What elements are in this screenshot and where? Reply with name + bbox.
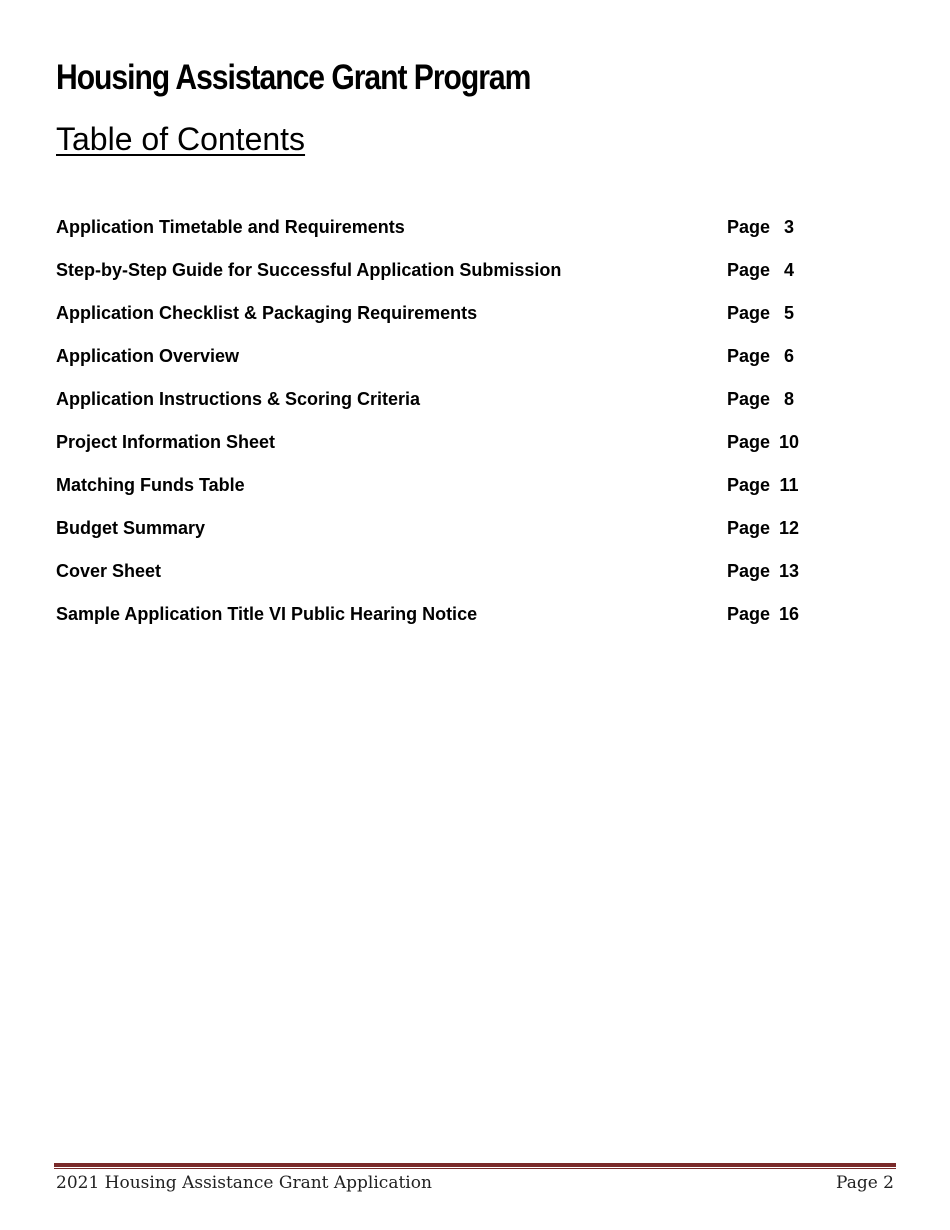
toc-entry-page-number: 5 xyxy=(783,303,794,323)
toc-entry-page-number: 12 xyxy=(778,518,800,538)
document-title: Housing Assistance Grant Program xyxy=(56,58,531,97)
toc-entry-page-label: Page xyxy=(727,389,771,409)
toc-entry-page-label: Page xyxy=(727,518,771,538)
footer-page-number: Page 2 xyxy=(836,1173,894,1193)
toc-entry[interactable] xyxy=(56,213,836,256)
toc-entry-title: Sample Application Title VI Public Hearing Notice xyxy=(56,604,478,624)
table-of-contents xyxy=(56,213,836,643)
toc-entry[interactable] xyxy=(56,514,836,557)
toc-entry-page-number: 6 xyxy=(783,346,794,366)
toc-entry[interactable] xyxy=(56,256,836,299)
toc-entry-title: Application Checklist & Packaging Requirements xyxy=(56,303,478,323)
toc-entry-page-number: 10 xyxy=(778,432,800,452)
toc-entry-title: Project Information Sheet xyxy=(56,432,276,452)
toc-entry-page-number: 13 xyxy=(778,561,800,581)
toc-entry-page-label: Page xyxy=(727,260,771,280)
toc-entry-page-label: Page xyxy=(727,217,771,237)
toc-entry-page-label: Page xyxy=(727,303,771,323)
toc-entry[interactable] xyxy=(56,342,836,385)
toc-entry-page-number: 16 xyxy=(778,604,800,624)
toc-entry[interactable] xyxy=(56,428,836,471)
toc-entry-title: Application Instructions & Scoring Criteria xyxy=(56,389,421,409)
toc-entry-page-number: 3 xyxy=(783,217,794,237)
footer-divider-thin xyxy=(54,1168,896,1169)
toc-entry-title: Application Overview xyxy=(56,346,240,366)
footer-document-name: 2021 Housing Assistance Grant Application xyxy=(56,1173,432,1193)
toc-entry-page-label: Page xyxy=(727,475,771,495)
footer-divider xyxy=(54,1163,896,1167)
toc-heading: Table of Contents xyxy=(56,121,306,157)
toc-entry-page-number: 11 xyxy=(779,475,799,495)
toc-entry[interactable] xyxy=(56,600,836,643)
toc-entry[interactable] xyxy=(56,557,836,600)
toc-entry[interactable] xyxy=(56,385,836,428)
toc-entry[interactable] xyxy=(56,471,836,514)
toc-entry-page-label: Page xyxy=(727,432,771,452)
toc-entry-page-label: Page xyxy=(727,561,771,581)
toc-entry-title: Application Timetable and Requirements xyxy=(56,217,405,237)
toc-entry-title: Matching Funds Table xyxy=(56,475,245,495)
toc-entry-page-number: 4 xyxy=(783,260,794,280)
toc-entry-title: Step-by-Step Guide for Successful Application Submission xyxy=(56,260,562,280)
toc-entry-title: Budget Summary xyxy=(56,518,206,538)
toc-entry[interactable] xyxy=(56,299,836,342)
toc-entry-page-label: Page xyxy=(727,604,771,624)
toc-entry-page-label: Page xyxy=(727,346,771,366)
toc-entry-page-number: 8 xyxy=(783,389,794,409)
toc-entry-title: Cover Sheet xyxy=(56,561,162,581)
